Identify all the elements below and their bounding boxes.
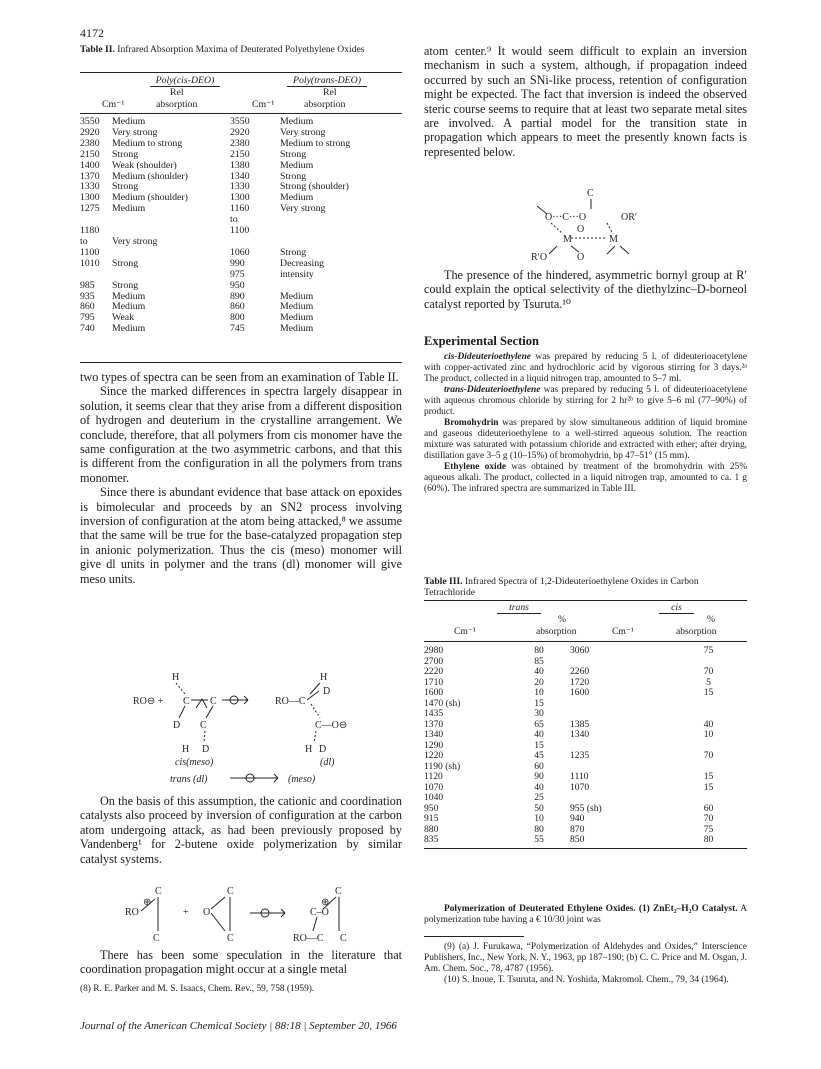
table2-cell: 740: [80, 323, 95, 335]
ethylene-oxide-paragraph: Ethylene oxide was obtained by treatment of the bromohydrin with 25% aqueous alkali. The product, collected in a liquid nitrogen trap, amounted to ca. 1 g (60%). The infrared spectra are summarized in Table III.: [424, 462, 747, 494]
table2-cell: Very strong: [280, 203, 326, 215]
svg-text:O: O: [577, 252, 585, 263]
table2-cell: Medium (shoulder): [112, 170, 188, 182]
table3-cell: 1220: [424, 750, 444, 761]
right-paragraph-1: atom center.⁹ It would seem difficult to explain an inversion mechanism in such a system, although, if propagation indeed occurred by such an SNi-like process, retention of configuration might be expected. The fact that inversion is indeed the observed steric course seems to require that at least two separate metal sites are involved. A partial model for the transition state in propagation which appears to meet the presently known facts is represented below.: [424, 44, 747, 159]
table3-label: Table III.: [424, 576, 463, 587]
left-paragraph-5: There has been some speculation in the literature that coordination propagation might occur at a single metal: [80, 948, 402, 977]
table3-cell: 880: [424, 823, 439, 835]
table2-cell: [280, 226, 402, 237]
table3-cell: 2700: [424, 655, 444, 667]
table2-cell: Strong: [112, 181, 139, 193]
table3-cell: 40: [703, 718, 714, 730]
trans-dl-label: trans (dl): [170, 774, 208, 784]
table3-cell: 25: [534, 792, 544, 803]
table3-cell: 85: [534, 655, 544, 667]
h-atom: H: [182, 744, 190, 755]
table2-rel-1: Rel: [170, 87, 184, 98]
table3-cell: 1070: [424, 781, 444, 793]
table2-rel-2: Rel: [323, 87, 337, 98]
table2-cell: 950: [230, 279, 245, 291]
table2-cell: 2380: [230, 137, 250, 149]
table3-cell: 45: [534, 750, 544, 761]
table2-abs-1: absorption: [156, 99, 198, 110]
svg-text:C: C: [227, 933, 234, 944]
table3-cell: 15: [703, 771, 714, 782]
table3-body: [424, 646, 747, 846]
table3-cell: 1340: [570, 729, 590, 740]
table3-row: [424, 646, 747, 657]
cis-meso-label: cis(meso): [175, 757, 214, 768]
table3-cell: 1710: [424, 676, 444, 688]
table3-cell: 10: [534, 687, 544, 698]
reaction-scheme-1: [130, 672, 370, 784]
table2-cm-2: Cm⁻¹: [252, 99, 275, 110]
table3-group-trans: trans: [464, 603, 574, 614]
table3-cell: [570, 699, 670, 710]
svg-text:C: C: [155, 886, 162, 897]
ro-prime-label: R′O: [531, 252, 548, 263]
table3-cell: [570, 709, 670, 720]
table2-cell: Medium: [280, 312, 314, 324]
table2-cell: 745: [230, 323, 245, 335]
journal-footer: Journal of the American Chemical Society | 88:18 | September 20, 1966: [80, 1020, 397, 1032]
table2-cell: to: [230, 214, 238, 226]
table3-caption: [424, 576, 747, 598]
table3-abs-2: absorption: [676, 626, 717, 637]
table3-bottom-rule: [424, 848, 747, 849]
table2-cell: 2150: [230, 148, 250, 160]
table2-group-cis: Poly(cis-DEO): [130, 76, 240, 87]
table2-cell: Medium: [112, 203, 146, 215]
table3-cell: 870: [570, 823, 585, 835]
table3-row: [424, 804, 747, 815]
svg-text:C: C: [153, 933, 160, 944]
table2-cell: Medium: [280, 192, 314, 204]
footnote-9: (9) (a) J. Furukawa, “Polymerization of Aldehydes and Oxides,” Interscience Publishers, Inc., New York, N. Y., 1963, pp 187–190; (b) C. C. Price and M. Osgan, J. Am. Chem. Soc., 78, 4787 (1956).: [424, 942, 747, 974]
table2-cell: Very strong: [112, 235, 158, 247]
table2-header-rule: [80, 113, 402, 114]
dl-label: (dl): [320, 757, 335, 768]
table3-cell: 2260: [570, 666, 590, 677]
table2-group-trans: Poly(trans-DEO): [262, 76, 392, 87]
table2-cell: Medium: [112, 116, 146, 127]
table3-cell: 1110: [570, 771, 589, 782]
or-prime-label: OR′: [621, 212, 638, 223]
table3-cell: 15: [703, 781, 714, 793]
svg-text:⊕: ⊕: [321, 897, 330, 908]
table3-row: [424, 730, 747, 741]
table3-cell: [570, 793, 670, 804]
table3-cell: 20: [534, 676, 544, 688]
table3-row: [424, 699, 747, 710]
table2-cell: 2920: [80, 126, 100, 138]
table2-cell: Medium: [112, 290, 146, 302]
table2-cell: 1380: [230, 159, 250, 171]
table3-cell: 1040: [424, 792, 444, 803]
table3-cell: 5: [706, 676, 711, 688]
left-paragraph-1: two types of spectra can be seen from an examination of Table II.: [80, 370, 399, 384]
table3-cell: 15: [534, 697, 544, 709]
table3-cell: 65: [534, 718, 544, 730]
table2-cell: [280, 215, 402, 226]
table2-cell: Medium (shoulder): [112, 192, 188, 204]
table3-cell: 70: [703, 750, 714, 761]
table3-cell: 10: [703, 729, 714, 740]
table3-cell: 3060: [570, 645, 590, 656]
table3-row: [424, 835, 747, 846]
table3-cell: 60: [703, 802, 714, 814]
reaction-scheme-2: [115, 885, 375, 945]
table3-pct-1: %: [558, 614, 566, 625]
table2-cell: Medium: [280, 290, 314, 302]
table2-cm-1: Cm⁻¹: [102, 99, 125, 110]
table3-cell: 1235: [570, 750, 590, 761]
table2-cell: Very strong: [280, 126, 326, 138]
table3-cell: 1385: [570, 718, 590, 730]
table3-cell: 80: [534, 823, 544, 835]
table2-cell: Very strong: [112, 126, 158, 138]
table2-cell: to: [80, 235, 88, 247]
table2-cell: 2150: [80, 148, 100, 160]
svg-text:M: M: [563, 234, 572, 245]
right-text-mid: [424, 268, 747, 311]
table3-cell: 1190 (sh): [424, 760, 461, 772]
table3-cell: 1340: [424, 729, 444, 740]
table3-cell: 70: [703, 813, 714, 824]
table2-cell: Strong: [280, 148, 307, 160]
table3-cell: 80: [703, 834, 714, 845]
footnotes-right: [424, 942, 747, 986]
h-atom: H: [320, 672, 328, 683]
table3-cell: [670, 699, 747, 710]
table2-cell: 3550: [230, 116, 250, 127]
table2-cell: 1100: [230, 225, 250, 237]
table2-cell: 2380: [80, 137, 100, 149]
table2-cell: 1340: [230, 170, 250, 182]
svg-text:O: O: [577, 224, 585, 235]
c-o-anion: C—O⊖: [315, 720, 348, 731]
table2-cell: 1300: [80, 192, 100, 204]
plus-sign: +: [183, 907, 189, 918]
table3-cell: 2220: [424, 666, 444, 677]
table2-cell: 860: [230, 301, 245, 313]
meso-label: (meso): [288, 774, 316, 784]
table2-top-rule: [80, 72, 402, 73]
ro-anion: RO⊖ +: [133, 696, 164, 707]
svg-text:C: C: [335, 886, 342, 897]
table3-cell: 1070: [570, 781, 590, 793]
table3-cell: 1290: [424, 739, 444, 751]
c-o-label: C–O: [310, 907, 329, 918]
table2-caption: [80, 44, 400, 55]
table2-abs-2: absorption: [304, 99, 346, 110]
table2-cell: 860: [80, 301, 95, 313]
ro-label: RO: [125, 907, 139, 918]
table2-cell: Strong: [112, 279, 139, 291]
table3-cell: 940: [570, 813, 585, 824]
svg-text:C: C: [587, 188, 594, 199]
table2-cell: Strong (shoulder): [280, 181, 349, 193]
polymerization-paragraph: [424, 904, 747, 926]
footnote-rule: [424, 936, 524, 937]
table3-cell: 90: [534, 771, 544, 782]
table2-cell: [280, 281, 402, 292]
table2-cell: Medium to strong: [112, 137, 183, 149]
table2-cell: 890: [230, 290, 245, 302]
table2-cell: 1400: [80, 159, 100, 171]
c-atom: C: [200, 720, 207, 731]
svg-text:⊕: ⊕: [143, 897, 152, 908]
footnote-8: (8) R. E. Parker and M. S. Isaacs, Chem. Rev., 59, 758 (1959).: [80, 984, 315, 994]
footnote-10: (10) S. Inoue, T. Tsuruta, and N. Yoshida, Makromol. Chem., 79, 34 (1964).: [444, 975, 729, 985]
table3-row: [424, 825, 747, 836]
table2-cell: Medium: [112, 301, 146, 313]
table3-cell: 2980: [424, 645, 444, 656]
table2-cell: Strong: [280, 246, 307, 258]
table2-bottom-rule: [80, 362, 402, 363]
bromohydrin-paragraph: Bromohydrin was prepared by slow simultaneous addition of liquid bromine and gaseous dideuterioethylene to a well-stirred aqueous solution. The reaction mixture was saturated with potassium chloride and extracted with ether; after drying, distillation gave 3–5 g (10–15%) of bromohydrin, bp 47–51° (15 mm).: [424, 418, 747, 461]
table3-top-rule: [424, 600, 747, 601]
table2-cell: Weak: [112, 312, 135, 324]
cis-prep-paragraph: cis-Dideuterioethylene was prepared by reducing 5 l. of dideuterioacetylene with copper-activated zinc and hydrochloric acid by vigorous stirring for 3 days.²ᵃ The product, collected in a liquid nitrogen trap, amounted to 5–7 ml.: [424, 352, 747, 384]
table3-cell: 55: [534, 834, 544, 845]
table3-cell: 40: [534, 781, 544, 793]
table2-label: Table II.: [80, 44, 115, 55]
table3-row: [424, 793, 747, 804]
right-paragraph-2: The presence of the hindered, asymmetric bornyl group at R′ could explain the optical selectivity of the diethylzinc–D-borneol catalyst reported by Tsuruta.¹⁰: [424, 268, 747, 311]
table2-cell: [112, 270, 230, 281]
left-text-middle: [80, 794, 402, 866]
table3-title: Infrared Spectra of 1,2-Dideuterioethylene Oxides in Carbon Tetrachloride: [424, 576, 699, 598]
table3-header-rule: [424, 641, 747, 642]
table3-cell: 70: [703, 666, 714, 677]
h-atom: H: [305, 744, 313, 755]
table2-cell: Medium: [112, 323, 146, 335]
table2-cell: Strong: [280, 170, 307, 182]
table2-cell: Medium: [280, 159, 314, 171]
transition-state-model: [505, 186, 685, 264]
table3-cell: 75: [703, 823, 714, 835]
table2-row: [80, 324, 402, 335]
table2-cell: 1275: [80, 203, 100, 215]
table3-cm-1: Cm⁻¹: [454, 626, 476, 637]
table2-row: [80, 270, 402, 281]
trans-prep-paragraph: trans-Dideuterioethylene was prepared by reducing 5 l. of dideuterioacetylene with aqueous chromous chloride by stirring for 2 hr²ᵇ to give 5–6 ml (77–90%) of product.: [424, 385, 747, 417]
table3-cm-2: Cm⁻¹: [612, 626, 634, 637]
c-atom: C: [183, 696, 190, 707]
table3-row: [424, 783, 747, 794]
table2-cell: 1010: [80, 257, 100, 269]
table2-row: [80, 281, 402, 292]
table2-cell: [80, 270, 112, 281]
table3-row: [424, 667, 747, 678]
table3-cell: 950: [424, 802, 439, 814]
table3-cell: 50: [534, 802, 544, 814]
table3-row: [424, 772, 747, 783]
table3-cell: [670, 709, 747, 720]
table3-cell: 15: [534, 739, 544, 751]
table3-cell: 40: [534, 666, 544, 677]
table2-cell: Weak (shoulder): [112, 159, 177, 171]
svg-text:C: C: [340, 933, 347, 944]
experimental-heading: Experimental Section: [424, 334, 539, 348]
experimental-section: [424, 352, 747, 495]
table2-cell: Medium: [280, 323, 314, 335]
table2-cell: Decreasing: [280, 257, 325, 269]
svg-text:M: M: [609, 234, 618, 245]
table3-cell: 60: [534, 760, 544, 772]
table2-row: [80, 204, 402, 215]
table2-cell: 1370: [80, 170, 100, 182]
table3-cell: 10: [534, 813, 544, 824]
table3-row: [424, 709, 747, 720]
polymerization-text: A polymerization tube having a € 10/30 joint was: [424, 904, 747, 925]
left-text-upper: [80, 370, 402, 586]
d-atom: D: [202, 744, 210, 755]
table3-cell: 15: [703, 687, 714, 698]
table2-cell: 1300: [230, 192, 250, 204]
d-atom: D: [319, 744, 327, 755]
table3-cell: 955 (sh): [570, 802, 602, 814]
table3-cell: 1600: [570, 687, 590, 698]
table3-cell: 1600: [424, 687, 444, 698]
table2-cell: 3550: [80, 116, 100, 127]
table3-cell: [670, 793, 747, 804]
right-text-upper: [424, 44, 747, 159]
d-atom: D: [323, 686, 331, 697]
table2-row: [80, 161, 402, 172]
left-text-lower: [80, 948, 402, 977]
table2-cell: Medium: [280, 301, 314, 313]
table2-cell: Strong: [112, 148, 139, 160]
left-paragraph-3: Since there is abundant evidence that base attack on epoxides is bimolecular and proceeds by an SN2 process involving inversion of configuration at the atom being attacked,⁸ we assume that the same will be true for the base-catalyzed propagation step in anionic polymerization. Thus the cis (meso) monomer will give dl units in polymer and the trans (dl) monomer will give meso units.: [80, 485, 402, 586]
table2-cell: 1060: [230, 246, 250, 258]
table2-cell: 1330: [80, 181, 100, 193]
left-paragraph-2: Since the marked differences in spectra largely disappear in solution, it seems clear that they arise from a different disposition of hydrogen and deuterium in the crystalline arrangement. We conclude, therefore, that all polymers from cis monomer have the same configuration at the two asymmetric carbons, and that this is different from the configuration in all the polymers from trans monomer.: [80, 384, 402, 485]
table3-cell: 915: [424, 813, 439, 824]
table2-cell: 975: [230, 268, 245, 280]
table2-cell: 800: [230, 312, 245, 324]
table3-cell: 850: [570, 834, 585, 845]
table3-cell: 1720: [570, 676, 590, 688]
table2-body: [80, 117, 402, 335]
polymerization-heading: Polymerization of Deuterated Ethylene Oxides. (1) ZnEt₂–H₂O Catalyst.: [444, 904, 738, 914]
table2-cell: intensity: [280, 268, 314, 280]
table3-row: [424, 814, 747, 825]
table3-cell: 835: [424, 834, 439, 845]
table3-row: [424, 688, 747, 699]
ro-c-label: RO—C: [293, 933, 324, 944]
table3-cell: 1470 (sh): [424, 697, 461, 709]
o-atom: O: [203, 907, 211, 918]
table2-cell: [112, 215, 230, 226]
svg-text:C: C: [227, 886, 234, 897]
table3-cell: 30: [534, 708, 544, 719]
table3-cell: 1120: [424, 771, 443, 782]
h-atom: H: [172, 672, 180, 683]
table3-row: [424, 751, 747, 762]
table3-cell: 80: [534, 645, 544, 656]
ro-c-product: RO—C: [275, 696, 306, 707]
table2-cell: Medium: [280, 116, 314, 127]
left-paragraph-4: On the basis of this assumption, the cationic and coordination catalysts also proceed by inversion of configuration at the carbon atom undergoing attack, as had been previously proposed by Vandenberg¹ for 2-butene oxide polymerization by similar catalyst systems.: [80, 794, 402, 866]
table2-cell: 2920: [230, 126, 250, 138]
table2-title: Infrared Absorption Maxima of Deuterated Polyethylene Oxides: [117, 44, 365, 55]
d-atom: D: [173, 720, 181, 731]
table2-cell: Medium to strong: [280, 137, 351, 149]
table2-cell: 1100: [80, 246, 100, 258]
c-atom: C: [210, 696, 217, 707]
table2-cell: 935: [80, 290, 95, 302]
table2-cell: 985: [80, 279, 95, 291]
table2-cell: Strong: [112, 257, 139, 269]
table2-cell: 1160: [230, 203, 250, 215]
table2-cell: 795: [80, 312, 95, 324]
page-number: 4172: [80, 26, 104, 40]
table3-abs-1: absorption: [536, 626, 577, 637]
svg-text:O···C···O: O···C···O: [545, 212, 587, 223]
table2-cell: 1180: [80, 225, 100, 237]
table3-group-cis: cis: [614, 603, 739, 614]
table3-cell: 40: [534, 729, 544, 740]
table2-cell: 990: [230, 257, 245, 269]
table3-cell: 1370: [424, 718, 444, 730]
table2-cell: 1330: [230, 181, 250, 193]
table2-row: [80, 150, 402, 161]
table3-cell: 75: [703, 645, 714, 656]
table3-cell: 1435: [424, 708, 444, 719]
table3-pct-2: %: [707, 614, 715, 625]
